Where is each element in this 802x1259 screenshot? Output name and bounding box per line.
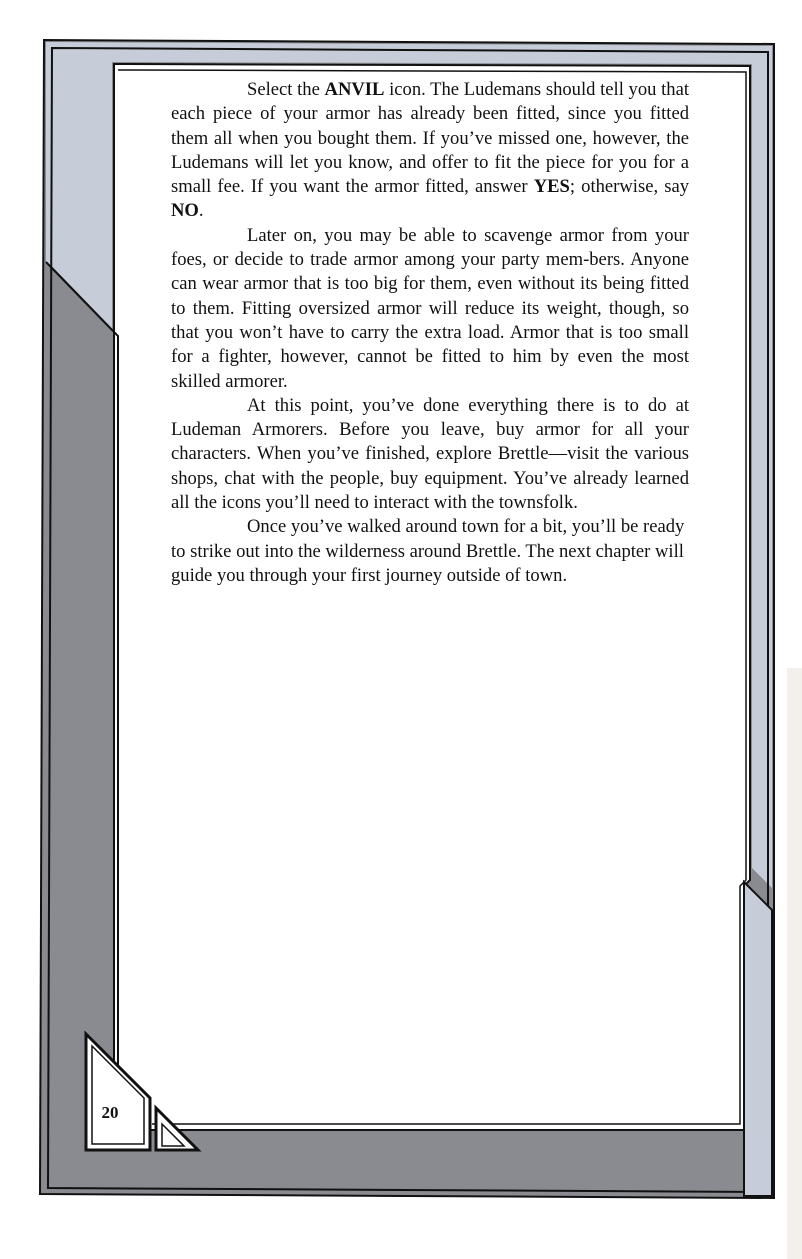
text-run: Select the bbox=[247, 79, 325, 100]
page-number: 20 bbox=[101, 1103, 119, 1122]
text-run: ; otherwise, say bbox=[569, 176, 690, 198]
bold-keyword: NO bbox=[171, 200, 199, 222]
paragraph-4 bbox=[171, 515, 689, 588]
text-run: Once you’ve walked around town for a bit, you’ll be ready to strike out into the wilderness around Brettle. The next chapter will guide you through your first journey outside of town. bbox=[171, 516, 685, 586]
text-run: icon. The Ludemans should tell you that each piece of your armor has already been fitted, since you fitted them all when you bought them. If you’ve missed one, however, the Ludemans will let you know, and offer to fit the piece for you for a small fee. If you want the armor fitted, answer bbox=[171, 79, 689, 198]
paragraph-3 bbox=[171, 394, 689, 515]
text-run: At this point, you’ve done everything there is to do at Ludeman Armorers. Before you leave, buy armor for all your characters. When you’ve finished, explore Brettle—visit the various shops, chat with the people, buy equipment. You’ve already learned all the icons you’ll need to interact with the townsfolk. bbox=[171, 394, 689, 514]
border-notch-right bbox=[744, 882, 772, 1196]
text-run: . bbox=[198, 200, 204, 222]
bold-keyword: ANVIL bbox=[324, 79, 385, 100]
paragraph-1 bbox=[171, 78, 689, 224]
body-text bbox=[171, 78, 689, 588]
bold-keyword: YES bbox=[533, 176, 570, 198]
text-run: Later on, you may be able to scavenge armor from your foes, or decide to trade armor among your party mem-bers. Anyone can wear armor that is too big for them, even without its being fitted to them. Fitting oversized armor will reduce its weight, though, so that you won’t have to carry the extra load. Armor that is too small for a fighter, however, cannot be fitted to him by even the most skilled armorer. bbox=[171, 224, 689, 392]
paragraph-2 bbox=[171, 224, 689, 394]
